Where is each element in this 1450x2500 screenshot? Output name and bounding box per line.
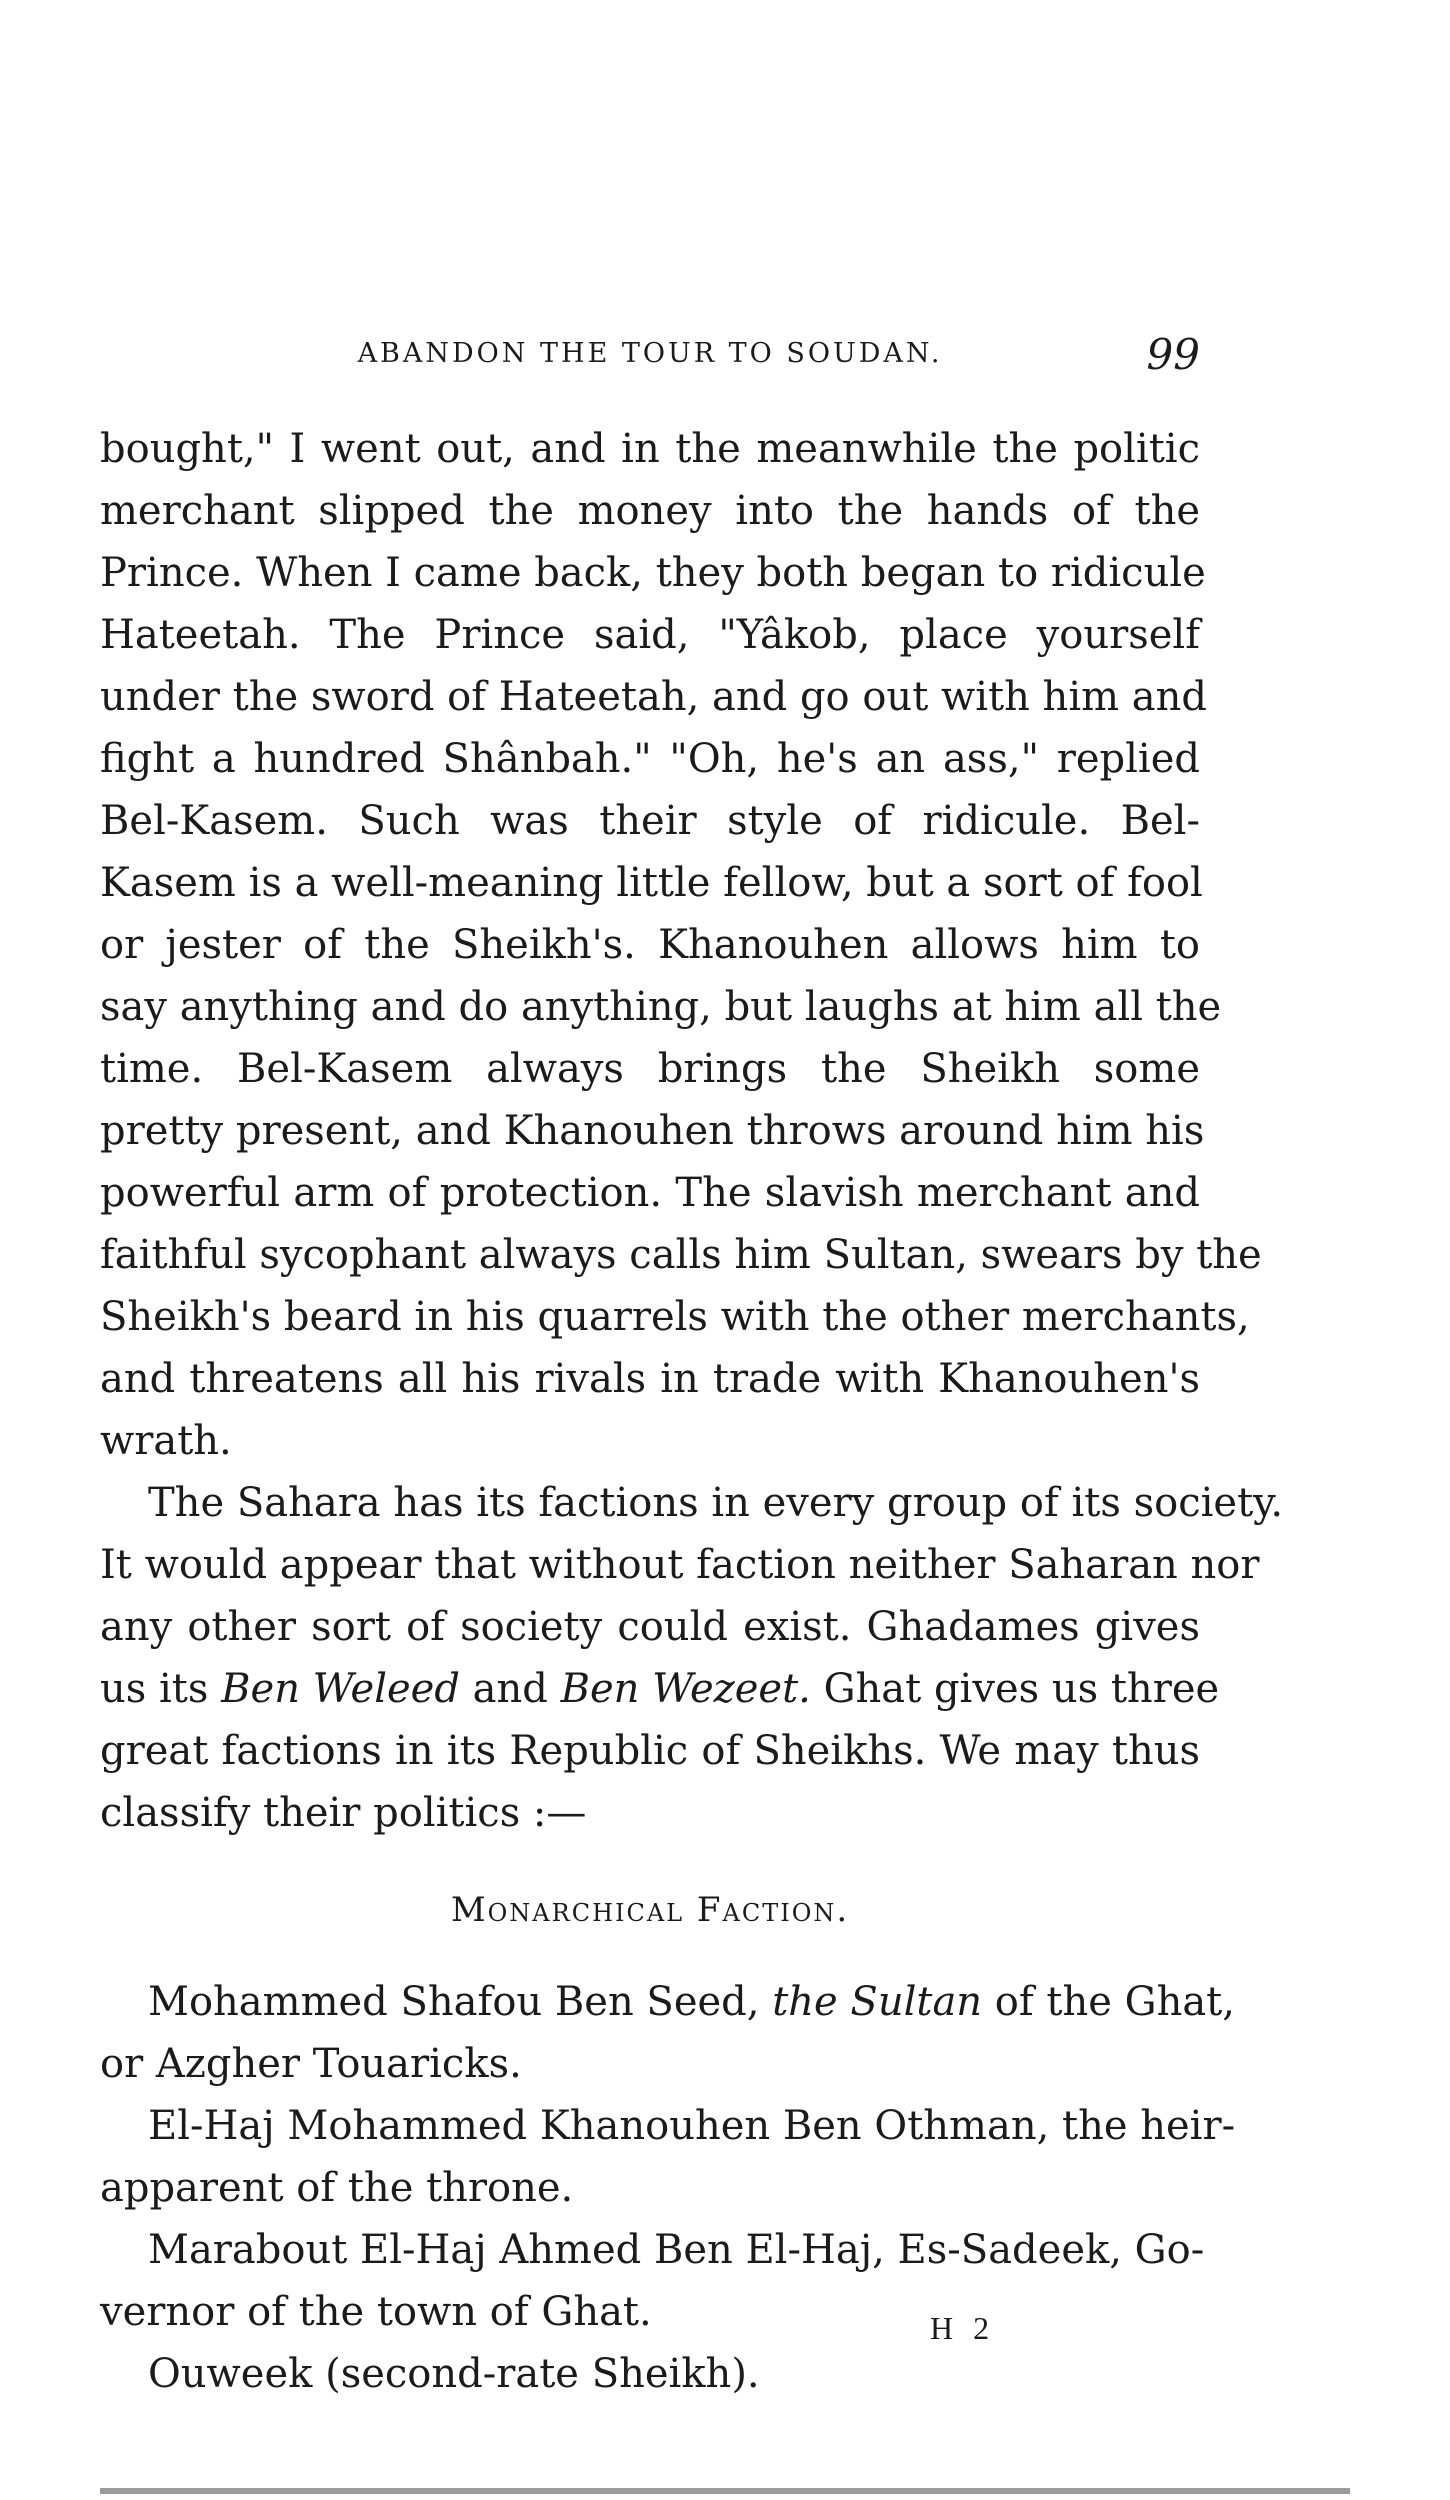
text-line bbox=[100, 1658, 1220, 1720]
text-line: or Azgher Touaricks. bbox=[100, 2041, 522, 2087]
text-line: great factions in its Republic of Sheikhs. We may thus bbox=[100, 1728, 1200, 1774]
text-line: Kasem is a well-meaning little fellow, but a sort of fool bbox=[100, 860, 1203, 906]
body-text bbox=[100, 418, 1284, 2405]
text-line: vernor of the town of Ghat. bbox=[100, 2289, 652, 2335]
text-line: El-Haj Mohammed Khanouhen Ben Othman, the heir- bbox=[148, 2103, 1236, 2149]
text-line: under the sword of Hateetah, and go out with him and bbox=[100, 674, 1207, 720]
text-span: and bbox=[459, 1666, 561, 1712]
text-line: Prince. When I came back, they both began to ridicule bbox=[100, 550, 1206, 596]
text-line bbox=[100, 1971, 1235, 2033]
text-line: merchant slipped the money into the hands of the bbox=[100, 488, 1200, 534]
text-line: Hateetah. The Prince said, "Yâkob, place yourself bbox=[100, 612, 1200, 658]
text-line: wrath. bbox=[100, 1418, 232, 1464]
text-line: apparent of the throne. bbox=[100, 2165, 574, 2211]
running-head: ABANDON THE TOUR TO SOUDAN. bbox=[357, 338, 943, 369]
text-line: It would appear that without faction neither Saharan nor bbox=[100, 1542, 1260, 1588]
faction-name-ben-weleed: Ben Weleed bbox=[221, 1666, 460, 1712]
text-span: Ghat gives us three bbox=[810, 1666, 1220, 1712]
text-line: Marabout El-Haj Ahmed Ben El-Haj, Es-Sadeek, Go- bbox=[148, 2227, 1205, 2273]
faction-member-entry bbox=[100, 1971, 1235, 2095]
paragraph-bel-kasem bbox=[100, 418, 1262, 1472]
faction-member-entry bbox=[100, 2095, 1236, 2219]
text-line: time. Bel-Kasem always brings the Sheikh some bbox=[100, 1046, 1200, 1092]
text-line: bought," I went out, and in the meanwhile the politic bbox=[100, 426, 1200, 472]
text-line: say anything and do anything, but laughs at him all the bbox=[100, 984, 1222, 1030]
faction-name-ben-wezeet: Ben Wezeet. bbox=[560, 1666, 811, 1712]
text-line: fight a hundred Shânbah." "Oh, he's an ass," replied bbox=[100, 736, 1200, 782]
section-heading: Monarchical Faction. bbox=[450, 1890, 850, 1930]
text-line: pretty present, and Khanouhen throws around him his bbox=[100, 1108, 1205, 1154]
text-line: Ouweek (second-rate Sheikh). bbox=[148, 2351, 760, 2397]
text-line: The Sahara has its factions in every group of its society. bbox=[148, 1480, 1284, 1526]
text-span: us its bbox=[100, 1666, 222, 1712]
page-number: 99 bbox=[1146, 330, 1200, 379]
text-line: Bel-Kasem. Such was their style of ridicule. Bel- bbox=[100, 798, 1200, 844]
text-line: powerful arm of protection. The slavish merchant and bbox=[100, 1170, 1200, 1216]
text-line: any other sort of society could exist. Ghadames gives bbox=[100, 1604, 1200, 1650]
faction-member-entry bbox=[100, 2343, 1200, 2405]
text-line: Sheikh's beard in his quarrels with the other merchants, bbox=[100, 1294, 1250, 1340]
signature-mark: H 2 bbox=[930, 2310, 996, 2346]
text-line: classify their politics :— bbox=[100, 1790, 587, 1836]
text-line: and threatens all his rivals in trade with Khanouhen's bbox=[100, 1356, 1200, 1402]
page-header bbox=[100, 330, 1200, 390]
bottom-edge-rule bbox=[100, 2488, 1350, 2494]
faction-member-entry bbox=[100, 2219, 1205, 2343]
paragraph-factions bbox=[100, 1472, 1284, 1844]
text-line: faithful sycophant always calls him Sultan, swears by the bbox=[100, 1232, 1262, 1278]
title-sultan: the Sultan bbox=[772, 1979, 983, 2025]
text-span: Mohammed Shafou Ben Seed, bbox=[148, 1979, 773, 2025]
text-span: of the Ghat, bbox=[982, 1979, 1235, 2025]
text-line: or jester of the Sheikh's. Khanouhen allows him to bbox=[100, 922, 1200, 968]
